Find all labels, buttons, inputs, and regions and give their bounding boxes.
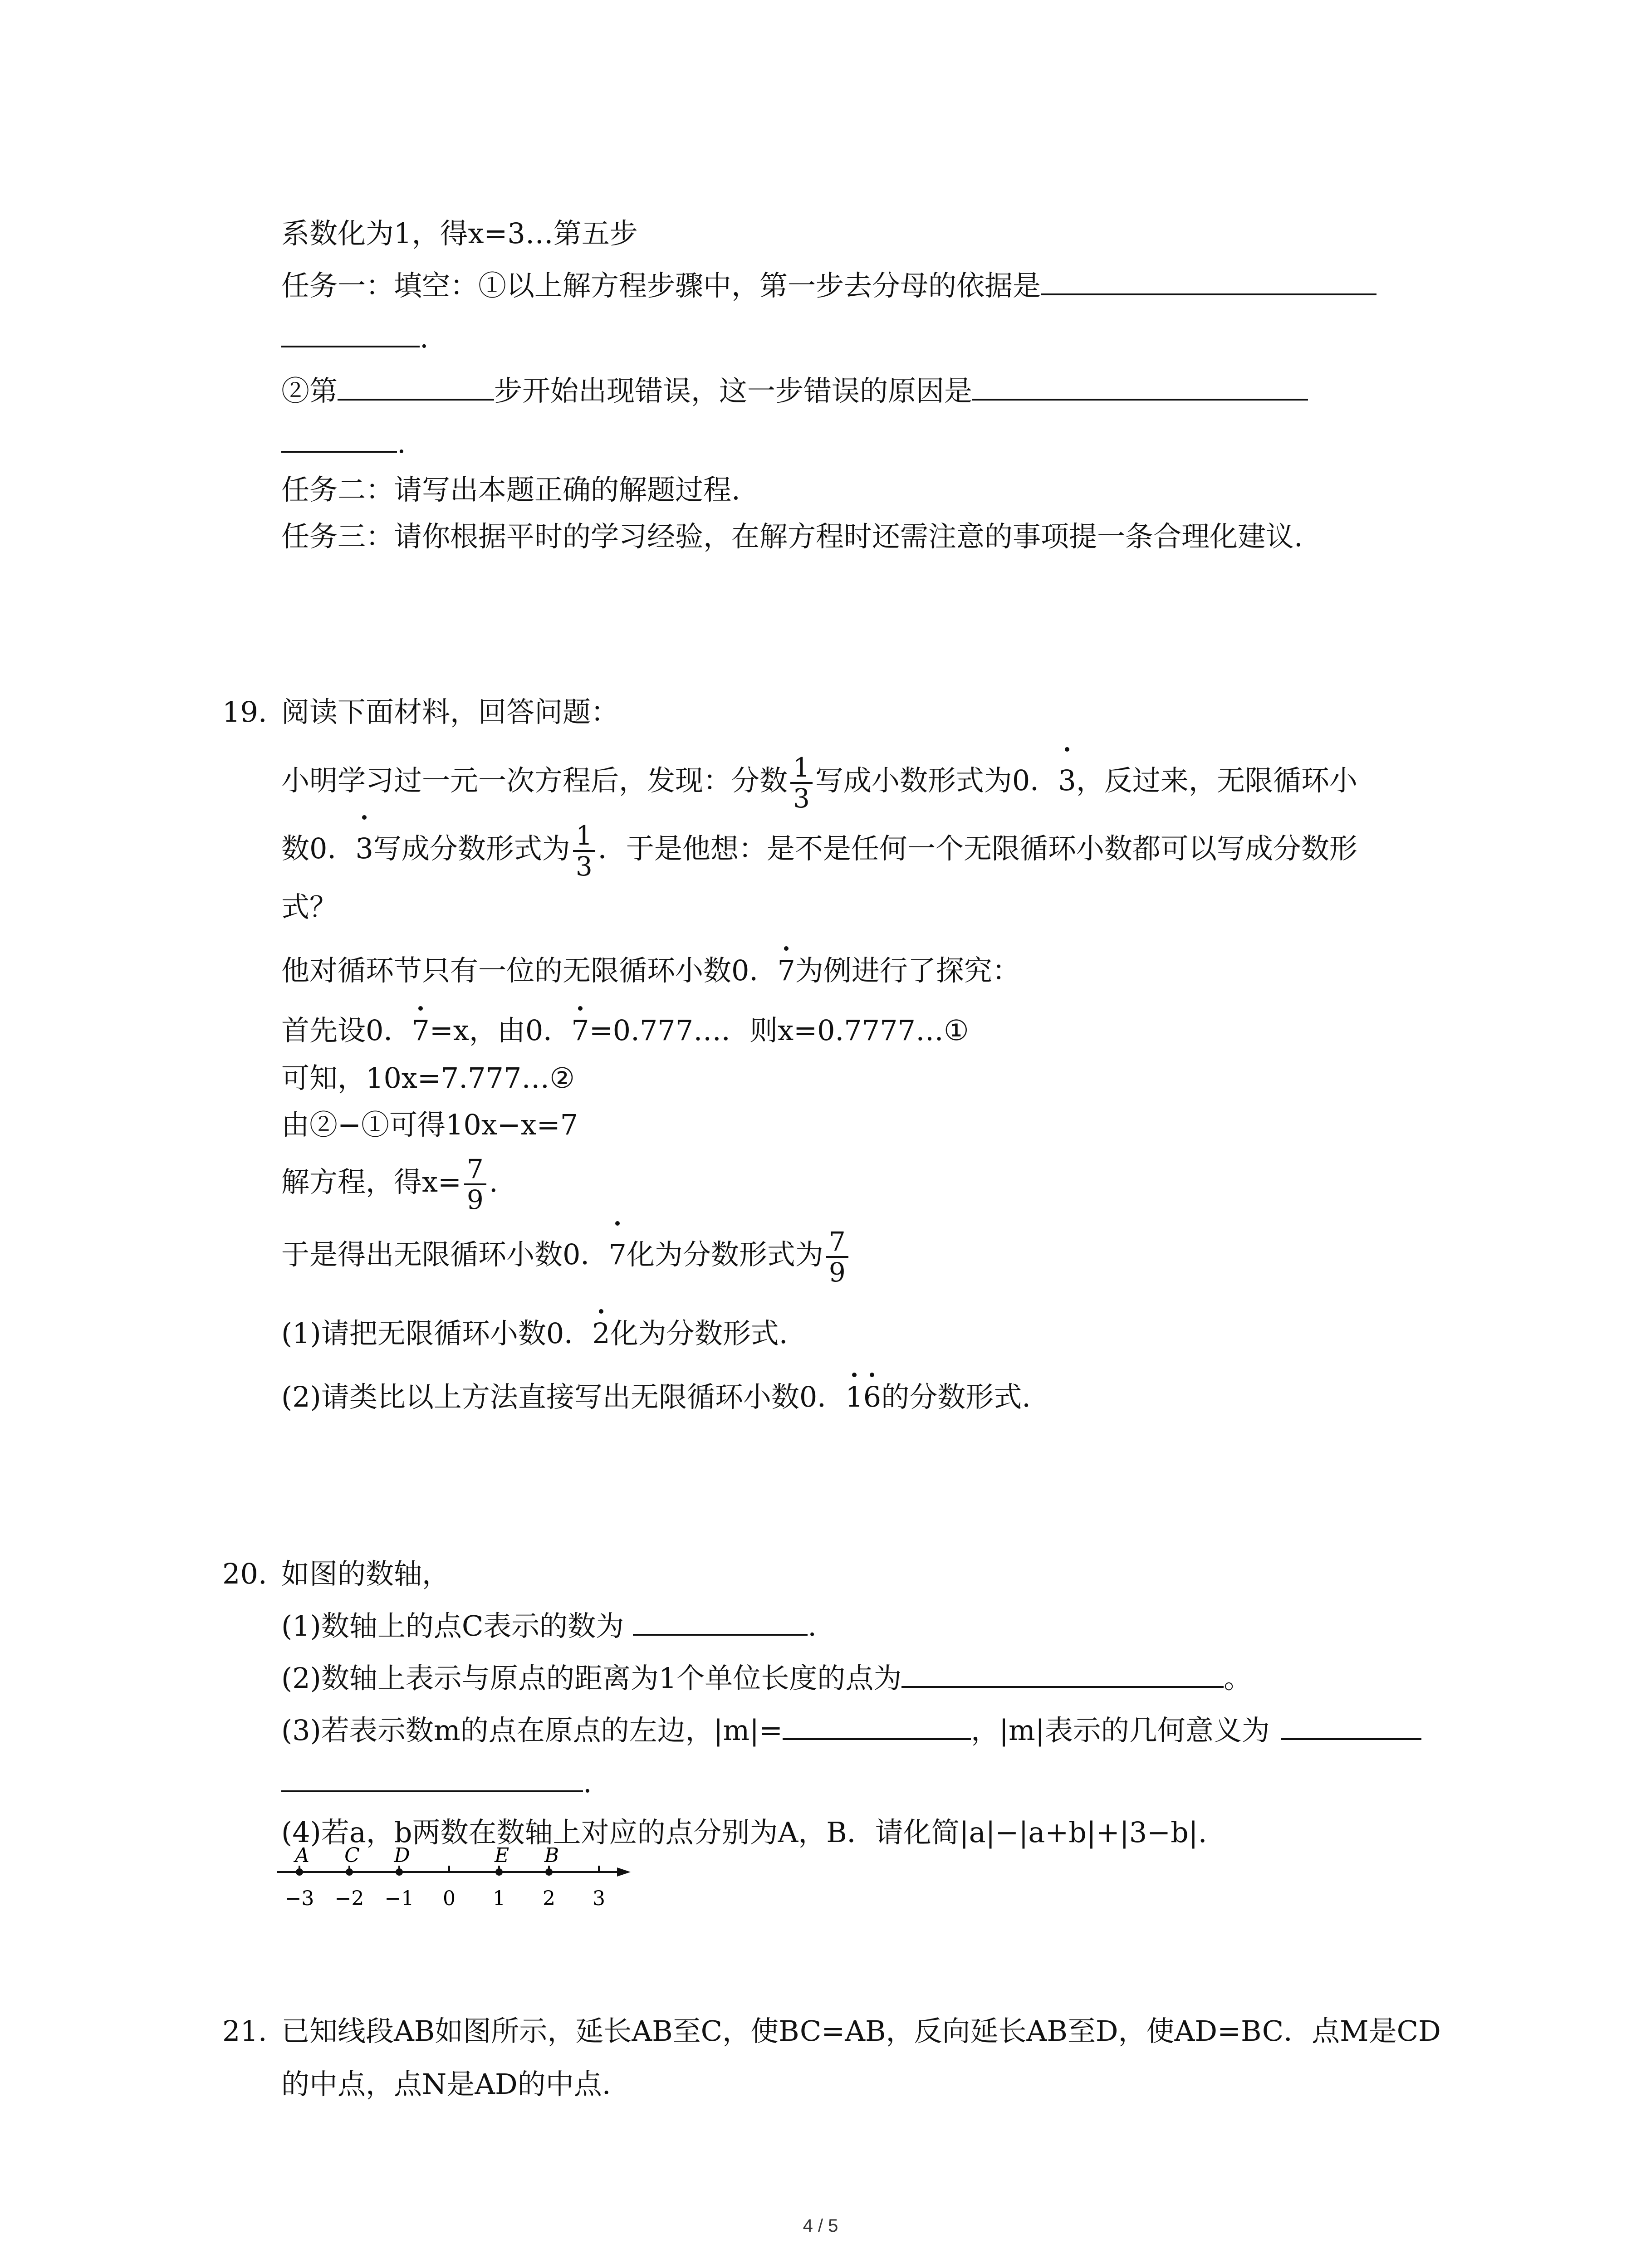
- tick-label: 0: [443, 1887, 456, 1910]
- text: 的分数形式.: [881, 1380, 1031, 1413]
- q20-number: 20.: [222, 1557, 267, 1590]
- point-label-E: E: [494, 1844, 509, 1867]
- numerator: 7: [826, 1227, 848, 1258]
- q20-p3-blank-3[interactable]: [281, 1790, 583, 1792]
- q18-task1: [281, 268, 1376, 304]
- text: .: [808, 1609, 817, 1642]
- point-D: [396, 1868, 403, 1876]
- numerator: 7: [464, 1154, 486, 1185]
- q18-line-1: 系数化为1，得x=3…第五步: [281, 217, 638, 250]
- tick-label: 2: [543, 1887, 555, 1910]
- text: (2)请类比以上方法直接写出无限循环小数0．: [281, 1380, 846, 1413]
- tick-label: −3: [284, 1887, 314, 1910]
- fraction-7-9: [826, 1227, 848, 1287]
- repeating-digit: 6: [863, 1379, 881, 1415]
- fraction-7-9: [464, 1154, 486, 1214]
- q20-p3-blank-1[interactable]: [783, 1738, 971, 1740]
- point-label-A: A: [295, 1844, 309, 1867]
- q18-sub2-blank-reason[interactable]: [972, 398, 1308, 401]
- number-line: [272, 1844, 635, 1921]
- text: (1)请把无限循环小数0．: [281, 1317, 593, 1350]
- text: 首先设0．: [281, 1014, 412, 1047]
- repeating-digit: 2: [592, 1315, 610, 1352]
- period: .: [420, 321, 429, 354]
- q19-intro: 阅读下面材料，回答问题：: [281, 695, 619, 728]
- q20-p3-blank-2[interactable]: [1281, 1738, 1421, 1740]
- q18-task1-blank-cont[interactable]: [281, 345, 420, 347]
- q18-task2: 任务二：请写出本题正确的解题过程.: [281, 473, 740, 506]
- q19-line-7: 由②−①可得10x−x=7: [281, 1108, 578, 1141]
- q19-line-3: 式？: [281, 890, 338, 924]
- q18-task1-cont: [281, 320, 429, 356]
- text: 。: [1224, 1662, 1252, 1695]
- q20-part-4: (4)若a，b两数在数轴上对应的点分别为A，B．请化简|a|−|a+b|+|3−b|.: [281, 1816, 1207, 1849]
- repeating-digit: 7: [777, 953, 795, 989]
- q20-p1-blank[interactable]: [633, 1633, 808, 1636]
- tick-label: −2: [334, 1887, 364, 1910]
- q19-part-2: [281, 1379, 1031, 1415]
- denominator: 3: [575, 851, 593, 882]
- tick-label: 3: [593, 1887, 605, 1910]
- q18-sub2-mid: 步开始出现错误，这一步错误的原因是: [494, 374, 973, 407]
- arrow-icon: [617, 1867, 631, 1877]
- q18-task1-blank[interactable]: [1041, 293, 1376, 295]
- text: 为例进行了探究：: [795, 954, 1020, 987]
- q20-intro: 如图的数轴，: [281, 1557, 451, 1590]
- text: .: [583, 1766, 592, 1799]
- q19-part-1: [281, 1315, 788, 1352]
- q21-line-1: 已知线段AB如图所示，延长AB至C，使BC=AB，反向延长AB至D，使AD=BC．点M是CD: [281, 2014, 1441, 2048]
- text: =0.777…．则x=0.7777…①: [589, 1014, 969, 1047]
- point-label-C: C: [344, 1844, 360, 1867]
- repeating-digit: 7: [608, 1227, 626, 1282]
- q19-line-9: [281, 1226, 851, 1288]
- q19-line-5: [281, 1012, 969, 1049]
- q20-part-1: [281, 1608, 817, 1644]
- denominator: 3: [793, 783, 810, 814]
- repeating-digit: 7: [411, 1012, 429, 1049]
- q21-number: 21.: [222, 2014, 267, 2048]
- tick-label: −1: [384, 1887, 414, 1910]
- point-label-D: D: [394, 1844, 410, 1867]
- repeating-digit: 3: [1058, 753, 1076, 808]
- q19-number: 19.: [222, 695, 267, 728]
- text: 化为分数形式为: [626, 1238, 823, 1271]
- q18-sub2-cont: [281, 425, 406, 461]
- point-E: [495, 1868, 503, 1876]
- page-number: 4 / 5: [803, 2216, 838, 2236]
- q20-p2-blank[interactable]: [901, 1686, 1224, 1688]
- q19-line-4: [281, 953, 1020, 989]
- tick-label: 1: [493, 1887, 505, 1910]
- text: 写成小数形式为0．: [815, 764, 1058, 797]
- fraction-1-3: [573, 821, 595, 881]
- fraction-1-3: [790, 753, 813, 813]
- q21-line-2: 的中点，点N是AD的中点.: [281, 2068, 611, 2101]
- text: .: [489, 1165, 498, 1199]
- point-B: [545, 1868, 553, 1876]
- text: (1)数轴上的点C表示的数为: [281, 1609, 624, 1642]
- repeating-digit: 7: [571, 1012, 589, 1049]
- q18-task3: 任务三：请你根据平时的学习经验，在解方程时还需注意的事项提一条合理化建议.: [281, 520, 1303, 553]
- q19-line-1: [281, 752, 1357, 814]
- q18-sub2-blank-step[interactable]: [338, 398, 494, 401]
- q18-sub2-prefix: ②第: [281, 374, 338, 407]
- q20-part-3-cont: [281, 1765, 592, 1801]
- q18-task1-text: 任务一：填空：①以上解方程步骤中，第一步去分母的依据是: [281, 269, 1041, 302]
- q19-line-8: [281, 1154, 498, 1215]
- text: 化为分数形式.: [610, 1317, 788, 1350]
- numerator: 1: [573, 821, 595, 852]
- repeating-digit: 1: [845, 1379, 863, 1415]
- text: 于是得出无限循环小数0．: [281, 1238, 609, 1271]
- text: 他对循环节只有一位的无限循环小数0．: [281, 954, 778, 987]
- q18-sub2-blank-cont[interactable]: [281, 450, 397, 453]
- q20-part-3: [281, 1712, 1421, 1749]
- text: 数0．: [281, 832, 356, 865]
- text: ，|m|表示的几何意义为: [971, 1714, 1270, 1747]
- q19-line-2: [281, 820, 1357, 882]
- repeating-digit: 3: [355, 821, 373, 876]
- point-A: [296, 1868, 303, 1876]
- denominator: 9: [828, 1257, 846, 1288]
- text: (3)若表示数m的点在原点的左边，|m|=: [281, 1714, 783, 1747]
- text: (2)数轴上表示与原点的距离为1个单位长度的点为: [281, 1662, 902, 1695]
- denominator: 9: [466, 1184, 484, 1215]
- text: ，反过来，无限循环小: [1076, 764, 1357, 797]
- text: ．于是他想：是不是任何一个无限循环小数都可以写成分数形: [598, 832, 1357, 865]
- q18-sub2: [281, 373, 1308, 409]
- q20-part-2: [281, 1660, 1252, 1696]
- text: 解方程，得x=: [281, 1165, 461, 1199]
- text: 小明学习过一元一次方程后，发现：分数: [281, 764, 788, 797]
- period: .: [397, 426, 406, 459]
- numerator: 1: [790, 753, 813, 784]
- text: 写成分数形式为: [373, 832, 570, 865]
- q19-line-6: 可知，10x=7.777…②: [281, 1061, 575, 1095]
- text: =x，由0．: [429, 1014, 572, 1047]
- point-C: [346, 1868, 353, 1876]
- point-label-B: B: [544, 1844, 559, 1867]
